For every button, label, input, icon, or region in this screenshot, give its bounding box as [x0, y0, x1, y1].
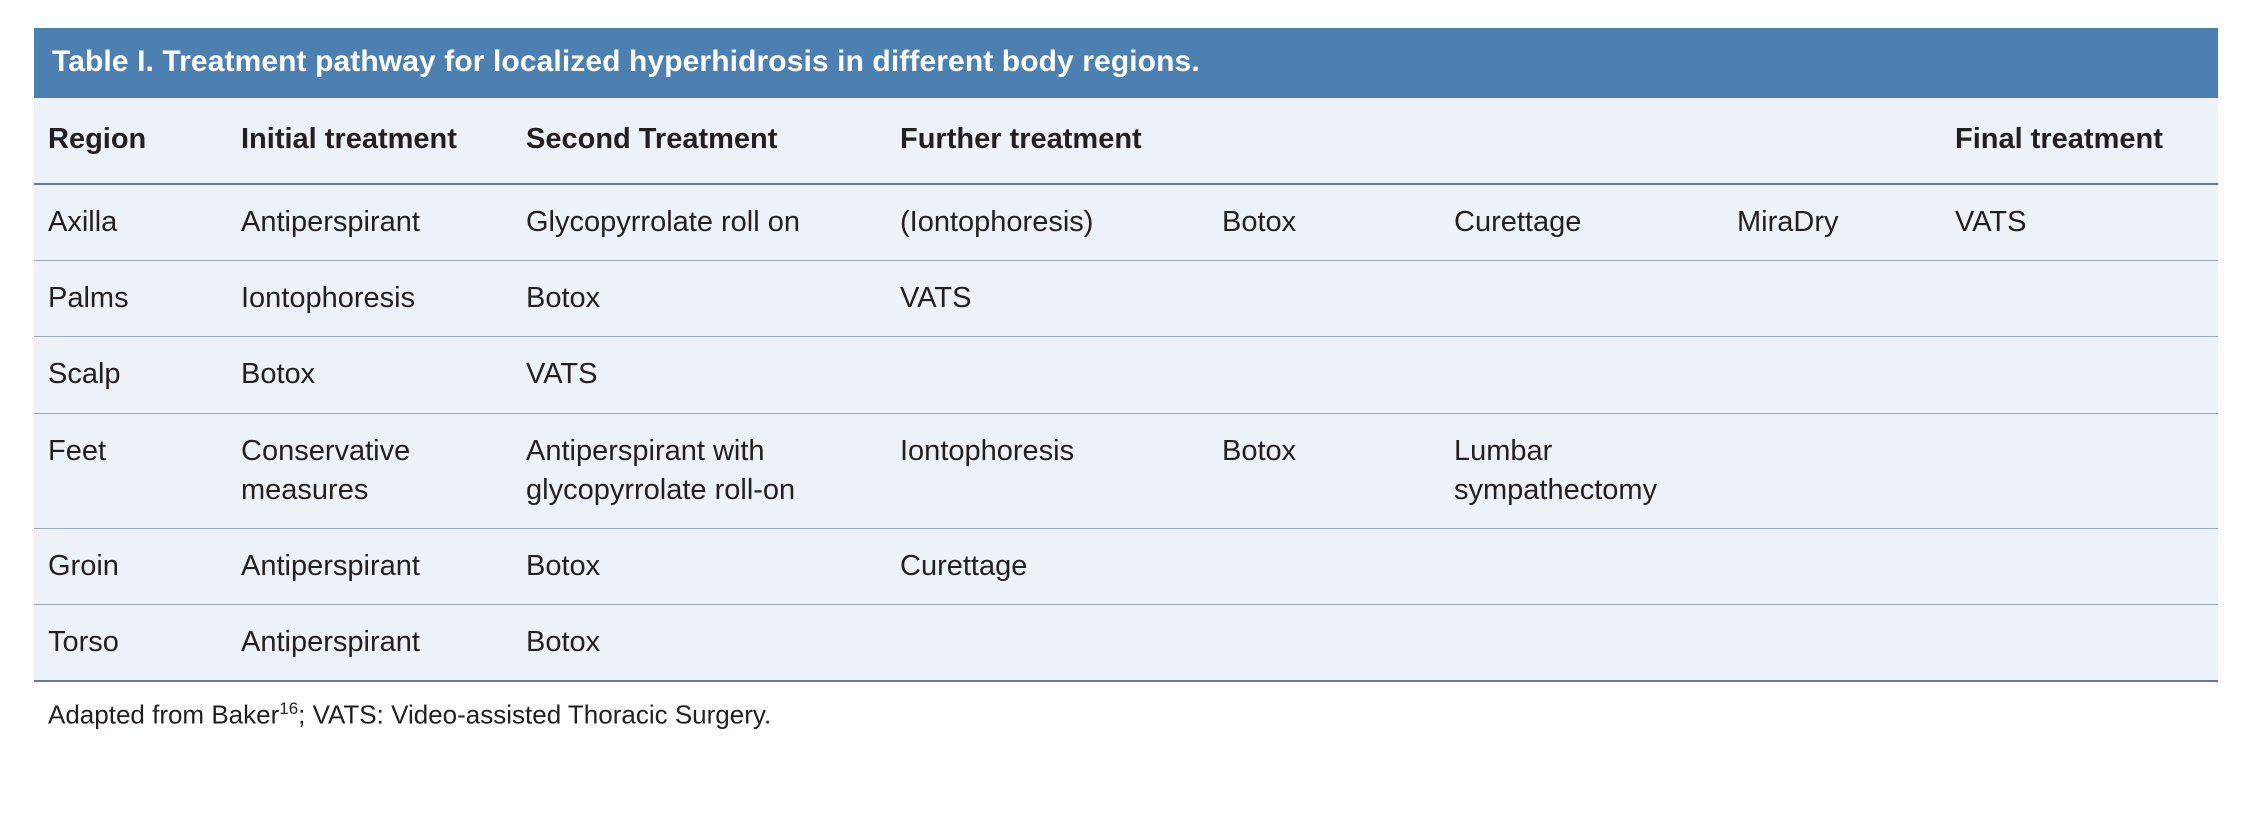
- table-body: [34, 184, 2218, 681]
- cell-further-treatment-4: [1723, 261, 1941, 337]
- cell-region: Torso: [48, 625, 119, 658]
- cell-further-treatment-3: [1440, 604, 1723, 681]
- cell-further-treatment-1: VATS: [900, 282, 972, 315]
- column-header-blank-3: [1723, 98, 1941, 184]
- cell-further-treatment-2: Botox: [1222, 206, 1297, 239]
- cell-initial-treatment: Iontophoresis: [241, 282, 416, 315]
- cell-initial-treatment: Antiperspirant: [241, 549, 420, 582]
- cell-region: Palms: [48, 282, 129, 315]
- cell-further-treatment-3: [1440, 261, 1723, 337]
- cell-second-treatment: Botox: [526, 549, 601, 582]
- cell-final-treatment: VATS: [1955, 206, 2027, 239]
- cell-region: Axilla: [48, 206, 118, 239]
- column-header-further-treatment: Further treatment: [886, 98, 1208, 184]
- column-header-blank-2: [1440, 98, 1723, 184]
- cell-initial-treatment: Antiperspirant: [241, 206, 420, 239]
- cell-final-treatment: [1941, 261, 2218, 337]
- cell-further-treatment-3: Lumbar sympathectomy: [1454, 434, 1658, 506]
- cell-second-treatment: Botox: [526, 282, 601, 315]
- cell-region: Groin: [48, 549, 119, 582]
- cell-region: Scalp: [48, 358, 121, 391]
- table-row: [34, 604, 2218, 681]
- cell-further-treatment-2: [1208, 337, 1440, 413]
- cell-initial-treatment: Antiperspirant: [241, 625, 420, 658]
- table-header-row: [34, 98, 2218, 184]
- table-row: [34, 261, 2218, 337]
- column-header-initial-treatment: Initial treatment: [227, 98, 512, 184]
- cell-initial-treatment: Conservative measures: [241, 434, 411, 506]
- table-footnote: [34, 682, 2218, 732]
- cell-further-treatment-2: [1208, 261, 1440, 337]
- table-row: [34, 184, 2218, 261]
- footnote-abbreviation-text: ; VATS: Video-assisted Thoracic Surgery.: [298, 699, 772, 730]
- cell-second-treatment: Glycopyrrolate roll on: [526, 206, 800, 239]
- cell-further-treatment-1: [886, 604, 1208, 681]
- cell-second-treatment: Antiperspirant with glycopyrrolate roll-on: [526, 434, 796, 506]
- cell-further-treatment-4: [1723, 604, 1941, 681]
- cell-further-treatment-4: [1723, 528, 1941, 604]
- cell-initial-treatment: Botox: [241, 358, 316, 391]
- footnote-source-text: Adapted from Baker: [48, 699, 280, 730]
- table-row: [34, 413, 2218, 528]
- column-header-region: Region: [34, 98, 227, 184]
- cell-further-treatment-4: [1723, 337, 1941, 413]
- cell-final-treatment: [1941, 528, 2218, 604]
- cell-further-treatment-3: [1440, 337, 1723, 413]
- column-header-blank-1: [1208, 98, 1440, 184]
- cell-further-treatment-2: [1208, 528, 1440, 604]
- cell-further-treatment-4: [1723, 413, 1941, 528]
- cell-further-treatment-1: Iontophoresis: [900, 434, 1075, 467]
- cell-region: Feet: [48, 434, 107, 467]
- table-row: [34, 337, 2218, 413]
- cell-further-treatment-2: [1208, 604, 1440, 681]
- cell-final-treatment: [1941, 413, 2218, 528]
- cell-further-treatment-3: [1440, 528, 1723, 604]
- treatment-pathway-table: [34, 98, 2218, 682]
- table-caption: Table I. Treatment pathway for localized hyperhidrosis in different body regions.: [34, 28, 2218, 98]
- column-header-final-treatment: Final treatment: [1941, 98, 2218, 184]
- table-row: [34, 528, 2218, 604]
- cell-final-treatment: [1941, 604, 2218, 681]
- cell-second-treatment: VATS: [526, 358, 598, 391]
- footnote-reference-number: 16: [279, 699, 299, 719]
- cell-final-treatment: [1941, 337, 2218, 413]
- cell-further-treatment-1: [886, 337, 1208, 413]
- cell-further-treatment-4: MiraDry: [1737, 206, 1839, 239]
- column-header-second-treatment: Second Treatment: [512, 98, 886, 184]
- cell-further-treatment-2: Botox: [1222, 434, 1297, 467]
- cell-further-treatment-1: (Iontophoresis): [900, 206, 1094, 239]
- table-container: [34, 28, 2218, 733]
- cell-further-treatment-1: Curettage: [900, 549, 1028, 582]
- cell-second-treatment: Botox: [526, 625, 601, 658]
- cell-further-treatment-3: Curettage: [1454, 206, 1582, 239]
- table-header: [34, 98, 2218, 184]
